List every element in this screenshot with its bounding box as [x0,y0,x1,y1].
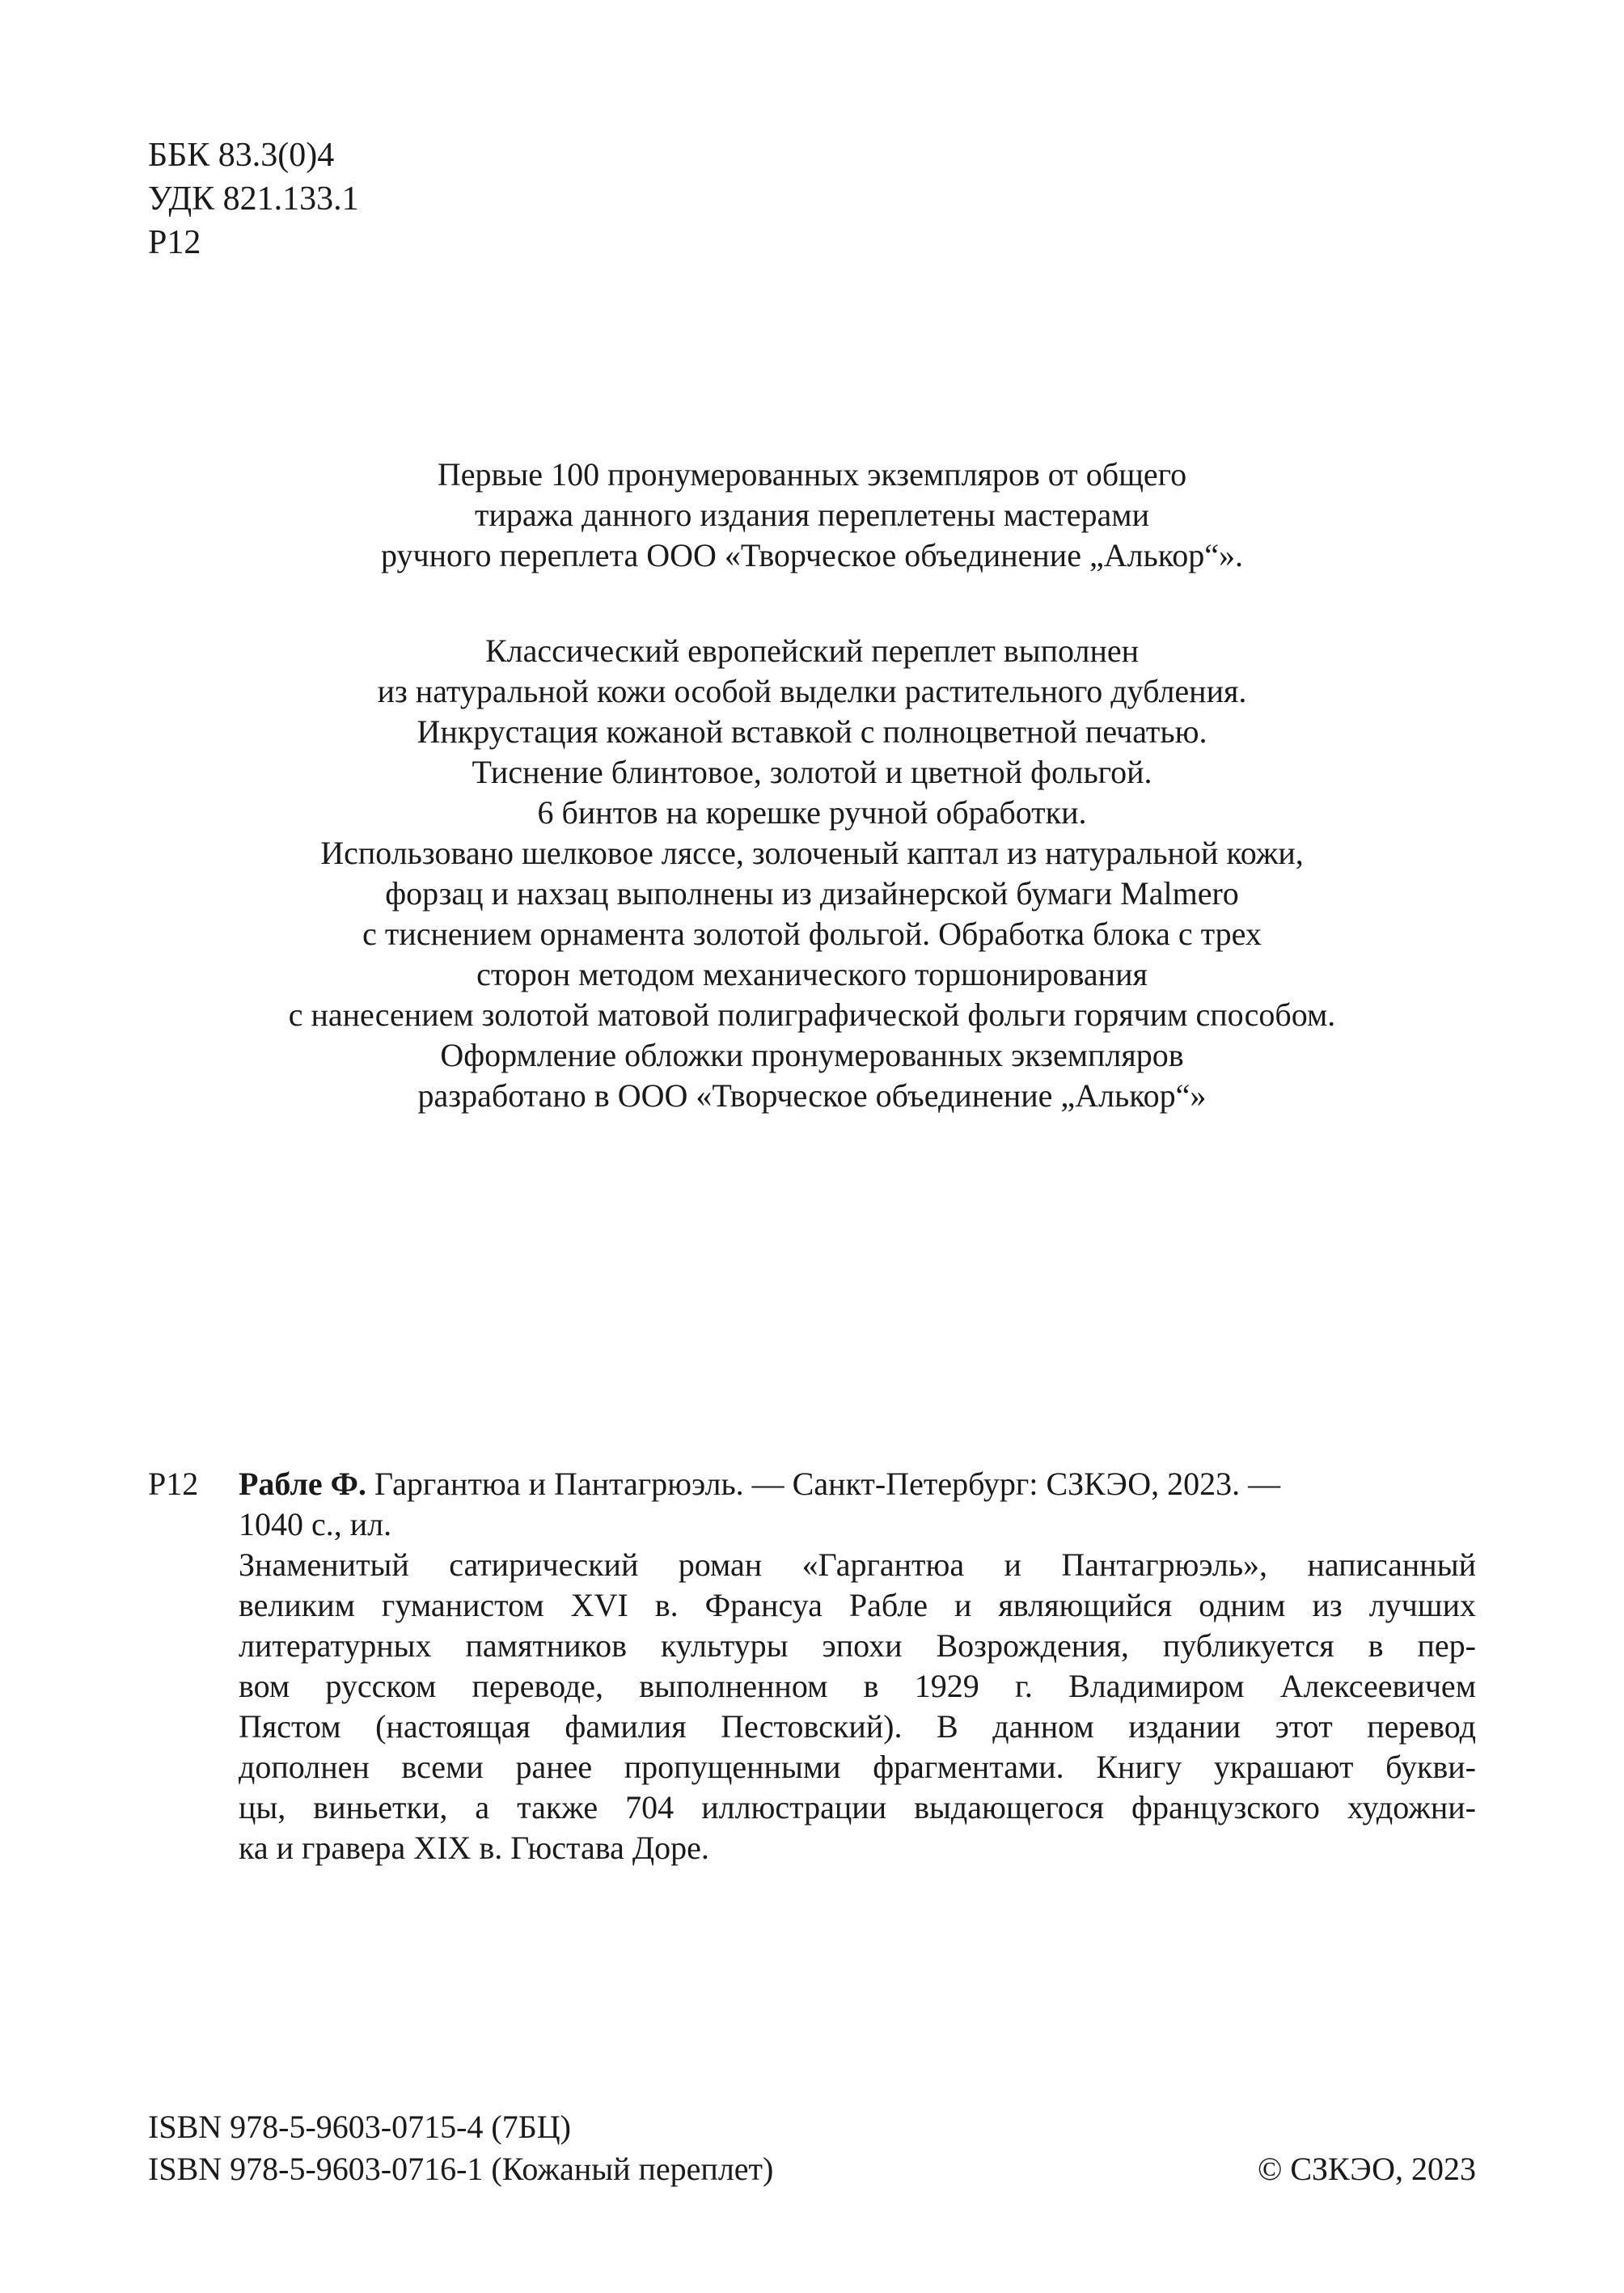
annotation-line: Знаменитый сатирический роман «Гаргантюа и Пантагрюэль», написанный [239,1546,1476,1583]
text-line: тиража данного издания переплетены мастерами [475,497,1149,533]
copyright-notice: © СЗКЭО, 2023 [1257,2151,1476,2187]
isbn-line-1: ISBN 978-5-9603-0715-4 (7БЦ) [148,2109,571,2145]
udk-code: УДК 821.133.1 [148,180,359,218]
classification-codes [148,133,359,264]
annotation-line: вом русском переводе, выполненном в 1929 г. Владимиром Алексеевичем [239,1668,1476,1704]
text-line: Первые 100 пронумерованных экземпляров от общего [437,456,1187,493]
bbk-code: ББК 83.3(0)4 [148,137,335,174]
annotation-line: ка и гравера XIX в. Гюстава Доре. [239,1830,709,1866]
annotation-line: Пястом (настоящая фамилия Пестовский). В данном издании этот перевод [239,1708,1476,1745]
text-line: форзац и нахзац выполнены из дизайнерской бумаги Malmero [385,875,1239,912]
annotation-line: литературных памятников культуры эпохи Возрождения, публикуется в пер- [239,1627,1476,1664]
bibliographic-record [148,1464,1476,1868]
reference-text: Гаргантюа и Пантагрюэль. — Санкт-Петербург: СЗКЭО, 2023. — [374,1466,1281,1502]
text-line: ручного переплета ООО «Творческое объединение „Алькор“». [381,537,1243,573]
text-line: с нанесением золотой матовой полиграфической фольги горячим способом. [288,996,1336,1033]
record-index: Р12 [148,1466,199,1502]
author-mark: Р12 [148,224,201,261]
text-line: разработано в ООО «Творческое объединение „Алькор“» [417,1077,1207,1114]
text-line: из натуральной кожи особой выделки растительного дубления. [377,673,1247,709]
text-line: Использовано шелковое ляссе, золоченый каптал из натуральной кожи, [320,835,1304,871]
text-line: Оформление обложки пронумерованных экземпляров [440,1037,1184,1073]
text-line: Тиснение блинтовое, золотой и цветной фольгой. [472,754,1152,790]
annotation-line: цы, виньетки, а также 704 иллюстрации выдающегося французского художни- [239,1789,1476,1826]
text-line: Инкрустация кожаной вставкой с полноцветной печатью. [417,713,1207,750]
record-body [239,1464,1476,1868]
reference-line [239,1464,1476,1504]
binding-note-paragraph-1 [148,455,1476,576]
isbn-block [148,2106,773,2190]
author-name: Рабле Ф. [239,1466,366,1502]
annotation [239,1545,1476,1868]
text-line: Классический европейский переплет выполнен [484,632,1140,669]
binding-note-paragraph-2 [148,631,1476,1116]
text-line: с тиснением орнамента золотой фольгой. Обработка блока с трех [362,916,1262,952]
annotation-line: дополнен всеми ранее пропущенными фрагментами. Книгу украшают букви- [239,1749,1476,1785]
reference-line-continued: 1040 с., ил. [239,1506,392,1542]
annotation-line: великим гуманистом XVI в. Франсуа Рабле и являющийся одним из лучших [239,1587,1476,1623]
text-line: сторон методом механического торшонирования [476,956,1148,992]
text-line: 6 бинтов на корешке ручной обработки. [537,794,1087,831]
isbn-line-2: ISBN 978-5-9603-0716-1 (Кожаный переплет) [148,2151,774,2187]
